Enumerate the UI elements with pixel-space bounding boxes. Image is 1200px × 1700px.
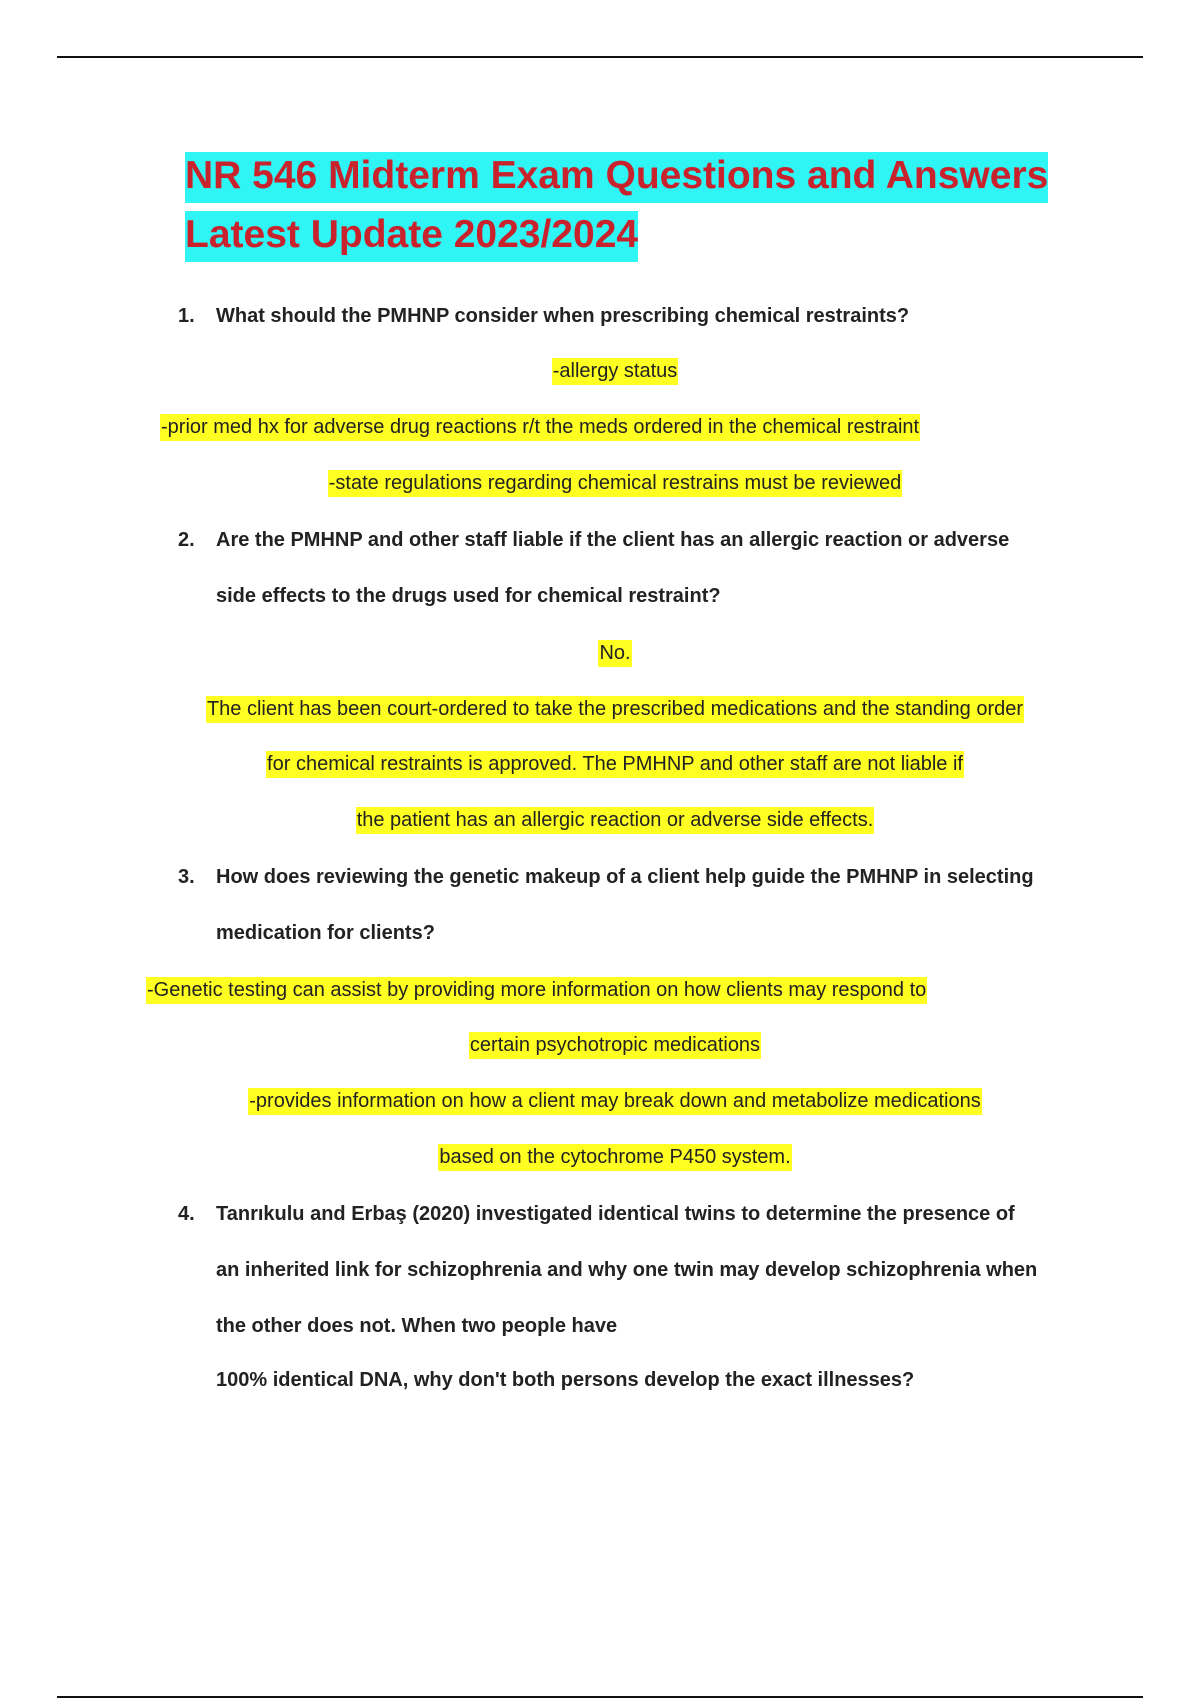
answer-line: No.: [0, 638, 1200, 668]
answer-line: for chemical restraints is approved. The PMHNP and other staff are not liable if: [0, 749, 1200, 779]
question-text: How does reviewing the genetic makeup of a client help guide the PMHNP in selecting medication for clients?: [216, 866, 1034, 944]
answer-line: The client has been court-ordered to take the prescribed medications and the standing order: [0, 694, 1200, 724]
answer-line: -allergy status: [0, 356, 1200, 386]
question-number: 4.: [178, 1203, 195, 1225]
question-number: 1.: [178, 305, 195, 327]
page-title: [185, 146, 1145, 264]
question-text: What should the PMHNP consider when prescribing chemical restraints?: [216, 305, 910, 327]
answer-line: -prior med hx for adverse drug reactions r/t the meds ordered in the chemical restraint: [160, 412, 920, 442]
bottom-rule: [57, 1696, 1143, 1698]
answer-line: certain psychotropic medications: [0, 1030, 1200, 1060]
question-number: 2.: [178, 529, 195, 551]
title-line-2: Latest Update 2023/2024: [185, 205, 1145, 264]
answer-line: -provides information on how a client may break down and metabolize medications: [0, 1086, 1200, 1116]
question-text: Are the PMHNP and other staff liable if the client has an allergic reaction or adverse side effects to the drugs used for chemical restraint?: [216, 529, 1010, 607]
title-line-1: NR 546 Midterm Exam Questions and Answers: [185, 146, 1145, 205]
answer-line: -Genetic testing can assist by providing more information on how clients may respond to: [146, 975, 927, 1005]
question-text: Tanrıkulu and Erbaş (2020) investigated identical twins to determine the presence of an inherited link for schizophrenia and why one twin may develop schizophrenia when the other does not. When two people have 100% identical DNA, why don't both persons develop the exact illnesses?: [216, 1203, 1038, 1391]
answer-line: -state regulations regarding chemical restrains must be reviewed: [0, 468, 1200, 498]
answer-line: the patient has an allergic reaction or adverse side effects.: [0, 805, 1200, 835]
question-number: 3.: [178, 866, 195, 888]
top-rule: [57, 56, 1143, 58]
answer-line: based on the cytochrome P450 system.: [0, 1142, 1200, 1172]
